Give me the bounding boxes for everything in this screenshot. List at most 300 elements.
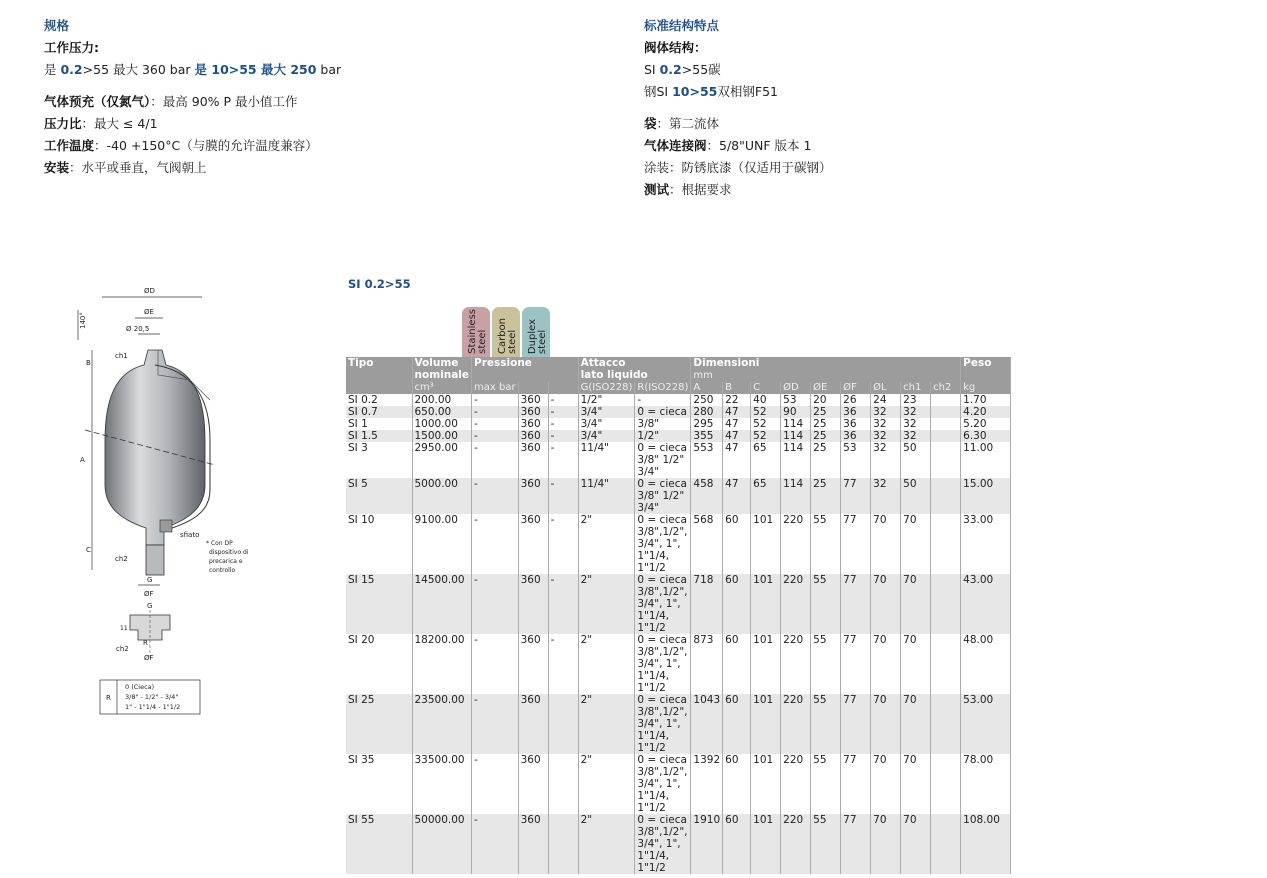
table-cell: 1500.00 [412,430,472,442]
row-type: SI 3 [346,442,412,478]
rtable-line-2: 3/8" - 1/2" - 3/4" [125,693,179,701]
table-cell: - [548,634,578,694]
table-cell: 220 [781,694,811,754]
table-cell: 70 [901,694,931,754]
table-cell: 36 [841,406,871,418]
table-cell: 36 [841,418,871,430]
table-cell: - [472,394,519,406]
table-cell: 25 [811,478,841,514]
table-cell: 101 [751,514,781,574]
tab-stainless-label: Stainless steel [467,309,488,354]
table-cell: 48.00 [961,634,1011,694]
table-cell [931,634,961,694]
tab-carbon-steel [492,307,520,357]
unit-cell: ch1 [901,382,931,394]
table-cell: 14500.00 [412,574,472,634]
table-cell: 23 [901,394,931,406]
table-cell: 114 [781,478,811,514]
table-cell: 0 = cieca 3/8",1/2", 3/4", 1", 1"1/4, 1"1/2 [635,754,691,814]
unit-cell: C [751,382,781,394]
table-cell: 65 [751,442,781,478]
table-cell: 360 [518,418,548,430]
shell-text-4: 双相钢F51 [717,84,778,99]
unit-cell: ØD [781,382,811,394]
note-4: controllo [209,567,236,574]
label-ch2b: ch2 [116,645,129,653]
table-cell [931,418,961,430]
table-cell: 718 [691,574,723,634]
table-header-row [346,357,1011,382]
table-cell [931,694,961,754]
test-value: ：根据要求 [669,182,732,197]
table-cell: 295 [691,418,723,430]
table-cell: 0 = cieca 3/8",1/2", 3/4", 1", 1"1/4, 1"1/2 [635,574,691,634]
table-cell: - [472,442,519,478]
table-cell: 360 [518,406,548,418]
table-cell: - [548,442,578,478]
table-cell: 55 [811,814,841,874]
row-type: SI 10 [346,514,412,574]
table-cell: 0 = cieca 3/8",1/2", 3/4", 1", 1"1/4, 1"1/2 [635,814,691,874]
table-row [346,814,1011,874]
shell-shape [105,350,205,545]
table-cell: 18200.00 [412,634,472,694]
units-row [346,382,1011,394]
table-row [346,574,1011,634]
table-cell: 25 [811,418,841,430]
table-cell: 101 [751,694,781,754]
table-cell: - [548,394,578,406]
pressure-text-1: 是 [44,62,61,77]
table-cell: 70 [901,514,931,574]
table-cell: 2" [578,754,635,814]
table-cell: 355 [691,430,723,442]
table-cell: 90 [781,406,811,418]
row-type: SI 1.5 [346,430,412,442]
note-3: precarica e [209,558,243,565]
table-cell: 360 [518,478,548,514]
table-cell: 47 [723,478,751,514]
coating-line: 涂装：防锈底漆（仅适用于碳钢） [644,160,832,175]
rtable-line-3: 1" - 1"1/4 - 1"1/2 [125,703,181,711]
shell-text-1: SI [644,62,660,77]
table-cell: 2" [578,694,635,754]
table-cell: 77 [841,694,871,754]
table-cell: 32 [871,418,901,430]
label-g2: G [147,602,153,610]
table-cell: 23500.00 [412,694,472,754]
pressure-value-2: 是 10>55 最大 250 [194,62,317,77]
table-row [346,634,1011,694]
unit-cell: kg [961,382,1011,394]
row-type: SI 35 [346,754,412,814]
table-cell: 0 = cieca 3/8" 1/2" 3/4" [635,442,691,478]
table-cell: 250 [691,394,723,406]
table-cell: 11/4" [578,442,635,478]
valve-label: 气体连接阀 [644,138,707,153]
table-cell: 220 [781,574,811,634]
table-cell: - [472,478,519,514]
label-c: C [86,546,91,554]
bag-label: 袋 [644,116,657,131]
precharge-label: 气体预充（仅氮气） [44,94,151,109]
install-value: ：水平或垂直，气阀朝上 [69,160,207,175]
table-cell: 47 [723,430,751,442]
table-cell: 1/2" [578,394,635,406]
table-cell: 32 [871,442,901,478]
table-cell: - [548,418,578,430]
table-cell: 32 [901,430,931,442]
table-cell: 32 [901,418,931,430]
label-of: ØF [144,590,154,598]
table-cell: 458 [691,478,723,514]
table-cell: - [472,514,519,574]
table-cell: 47 [723,442,751,478]
pressure-label: 工作压力: [44,40,99,55]
test-label: 测试 [644,182,670,197]
th-dimensioni: Dimensioni mm [691,357,961,382]
table-cell: 70 [901,814,931,874]
table-cell: 60 [723,754,751,814]
table-cell [548,694,578,754]
table-cell: - [472,754,519,814]
note-2: dispositivo di [209,549,249,556]
unit-cell: ØE [811,382,841,394]
table-cell: 60 [723,574,751,634]
table-cell [548,814,578,874]
label-o205: Ø 20,5 [126,325,150,333]
table-cell [931,514,961,574]
table-cell: 3/4" [578,418,635,430]
shell-text-3: 钢SI [644,84,673,99]
table-cell: 53 [781,394,811,406]
table-cell: 3/4" [578,430,635,442]
pressure-text-2: >55 最大 360 bar [82,62,195,77]
table-cell: 55 [811,634,841,694]
test-line [644,179,832,201]
unit-cell: A [691,382,723,394]
table-cell: 114 [781,430,811,442]
table-cell: 360 [518,814,548,874]
table-cell: 25 [811,442,841,478]
table-cell: 553 [691,442,723,478]
table-cell: - [472,814,519,874]
table-cell: - [548,430,578,442]
table-cell: 50 [901,442,931,478]
table-cell: 70 [871,814,901,874]
shell-line-1 [644,59,832,81]
unit-cell: max bar [472,382,519,394]
table-cell: 70 [871,694,901,754]
table-cell: 2950.00 [412,442,472,478]
table-cell: 1392 [691,754,723,814]
table-cell: 60 [723,514,751,574]
table-title: SI 0.2>55 [348,277,411,291]
unit-cell: R(ISO228) [635,382,691,394]
table-cell: - [472,634,519,694]
dim-unit: mm [693,370,713,381]
table-cell [931,430,961,442]
table-cell: 60 [723,634,751,694]
table-cell: 70 [871,514,901,574]
table-cell: 360 [518,694,548,754]
table-cell: 32 [901,406,931,418]
table-cell: 2" [578,814,635,874]
table-cell: 360 [518,514,548,574]
table-cell: 60 [723,694,751,754]
table-cell: 11.00 [961,442,1011,478]
rtable-line-1: 0 (Cieca) [125,683,155,691]
row-type: SI 0.2 [346,394,412,406]
install-line [44,157,341,179]
valve-line [644,135,832,157]
table-cell: 70 [871,754,901,814]
table-cell: 77 [841,514,871,574]
table-cell: 78.00 [961,754,1011,814]
row-type: SI 55 [346,814,412,874]
table-cell: 280 [691,406,723,418]
table-cell: 55 [811,754,841,814]
unit-cell [518,382,548,394]
table-cell [931,478,961,514]
th-peso: Peso [961,357,1011,382]
table-cell: 52 [751,418,781,430]
table-cell: 77 [841,634,871,694]
specs-column [44,15,341,179]
table-cell: 1000.00 [412,418,472,430]
unit-cell [548,382,578,394]
row-type: SI 5 [346,478,412,514]
table-cell: - [635,394,691,406]
table-cell: 70 [871,574,901,634]
install-label: 安装 [44,160,70,175]
table-cell: 101 [751,634,781,694]
table-cell: 2" [578,514,635,574]
table-cell: 108.00 [961,814,1011,874]
precharge-value: ：最高 90% P 最小值工作 [150,94,298,109]
table-cell: 5.20 [961,418,1011,430]
row-type: SI 20 [346,634,412,694]
table-cell: 360 [518,430,548,442]
table-cell: 360 [518,754,548,814]
table-cell: 32 [871,430,901,442]
table-cell: - [548,514,578,574]
table-row [346,514,1011,574]
table-cell: 200.00 [412,394,472,406]
shell-line-2 [644,81,832,103]
table-cell: - [548,406,578,418]
table-cell: 33500.00 [412,754,472,814]
table-cell [931,574,961,634]
features-column [644,15,832,201]
table-cell: 3/8" [635,418,691,430]
spec-table [346,357,1011,874]
table-row [346,406,1011,418]
table-row [346,754,1011,814]
table-cell [931,394,961,406]
table-cell: 1043 [691,694,723,754]
table-cell: 25 [811,430,841,442]
row-type: SI 1 [346,418,412,430]
unit-cell: ØL [871,382,901,394]
row-type: SI 0.7 [346,406,412,418]
table-cell: 15.00 [961,478,1011,514]
label-140: 140° [79,312,87,329]
table-cell: 220 [781,634,811,694]
table-cell: 70 [901,574,931,634]
unit-cell [346,382,412,394]
table-cell: 0 = cieca 3/8" 1/2" 3/4" [635,478,691,514]
pressure-text-3: bar [316,62,342,77]
table-row [346,394,1011,406]
table-row [346,418,1011,430]
table-cell: - [472,418,519,430]
rtable-r: R [106,694,111,702]
table-cell: 77 [841,478,871,514]
note-1: * Con DP [206,540,233,547]
table-cell: 1910 [691,814,723,874]
table-cell: 220 [781,814,811,874]
unit-cell: cm³ [412,382,472,394]
table-cell: 101 [751,574,781,634]
label-11: 11 [120,625,128,632]
temp-value: ：-40 +150°C（与膜的允许温度兼容） [94,138,318,153]
table-cell: 114 [781,442,811,478]
table-cell: 47 [723,418,751,430]
table-cell: 65 [751,478,781,514]
table-cell: 52 [751,406,781,418]
table-cell: 2" [578,634,635,694]
table-cell: 43.00 [961,574,1011,634]
label-r: R [143,639,148,647]
label-ch2: ch2 [115,555,128,563]
table-cell: 2" [578,574,635,634]
bag-value: ：第二流体 [656,116,720,131]
table-cell: 3/4" [578,406,635,418]
table-cell: 50000.00 [412,814,472,874]
table-cell: - [472,406,519,418]
unit-cell: G(ISO228) [578,382,635,394]
label-sfiato: sfiato [180,531,200,539]
table-cell [931,814,961,874]
shell-value-2: 10>55 [672,84,718,99]
table-cell: 70 [901,754,931,814]
tab-stainless-steel [462,307,490,357]
temp-label: 工作温度 [44,138,95,153]
table-cell: 568 [691,514,723,574]
features-heading: 标准结构特点 [644,18,720,33]
table-cell: 77 [841,574,871,634]
table-cell: 0 = cieca 3/8",1/2", 3/4", 1", 1"1/4, 1"1/2 [635,514,691,574]
pressure-line [44,59,341,81]
table-cell: 114 [781,418,811,430]
shell-label: 阀体结构： [644,40,707,55]
tab-duplex-steel [522,307,550,357]
table-cell: 40 [751,394,781,406]
table-cell: 1.70 [961,394,1011,406]
accumulator-drawing [70,280,310,720]
ratio-label: 压力比 [44,116,82,131]
table-cell: 47 [723,406,751,418]
table-cell: - [548,478,578,514]
table-cell: 6.30 [961,430,1011,442]
table-cell: 77 [841,754,871,814]
table-cell: 101 [751,814,781,874]
table-cell: 360 [518,634,548,694]
temp-line [44,135,341,157]
table-cell: 9100.00 [412,514,472,574]
row-type: SI 15 [346,574,412,634]
table-cell: 53.00 [961,694,1011,754]
table-cell: 32 [871,406,901,418]
pressure-value-1: 0.2 [60,62,83,77]
table-row [346,478,1011,514]
table-cell: - [472,574,519,634]
table-cell: 32 [871,478,901,514]
tab-carbon-label: Carbon steel [497,317,518,354]
ratio-value: ：最大 ≤ 4/1 [81,116,158,131]
unit-cell: ØF [841,382,871,394]
table-row [346,430,1011,442]
row-type: SI 25 [346,694,412,754]
th-pressione: Pressione [472,357,579,382]
table-cell: 26 [841,394,871,406]
table-cell: 24 [871,394,901,406]
label-g: G [147,576,153,584]
table-cell: 0 = cieca 3/8",1/2", 3/4", 1", 1"1/4, 1"1/2 [635,634,691,694]
table-cell: - [472,694,519,754]
label-of2: ØF [144,654,154,662]
table-cell: 25 [811,406,841,418]
table-cell: 70 [901,634,931,694]
unit-cell: B [723,382,751,394]
label-oe: ØE [144,308,154,316]
table-cell: 50 [901,478,931,514]
table-cell [931,406,961,418]
ratio-line [44,113,341,135]
table-row [346,694,1011,754]
unit-cell: ch2 [931,382,961,394]
table-cell: - [548,574,578,634]
precharge-line [44,91,341,113]
table-cell: 1/2" [635,430,691,442]
table-cell: 0 = cieca [635,406,691,418]
table-cell: 101 [751,754,781,814]
table-cell: 55 [811,694,841,754]
table-cell: 52 [751,430,781,442]
table-cell [548,754,578,814]
table-cell: 11/4" [578,478,635,514]
table-cell: 360 [518,394,548,406]
th-volume: Volume nominale [412,357,472,382]
th-attacco: Attacco lato liquido [578,357,691,382]
table-cell [931,754,961,814]
table-cell: 650.00 [412,406,472,418]
label-b: B [86,359,91,367]
table-cell: 873 [691,634,723,694]
table-cell: 360 [518,442,548,478]
table-cell: 55 [811,514,841,574]
table-row [346,442,1011,478]
table-cell: 20 [811,394,841,406]
table-cell: 60 [723,814,751,874]
table-cell: 55 [811,574,841,634]
label-a: A [80,456,85,464]
label-ch1: ch1 [115,352,128,360]
table-cell: 0 = cieca 3/8",1/2", 3/4", 1", 1"1/4, 1"1/2 [635,694,691,754]
specs-heading: 规格 [44,18,70,33]
bag-line [644,113,832,135]
